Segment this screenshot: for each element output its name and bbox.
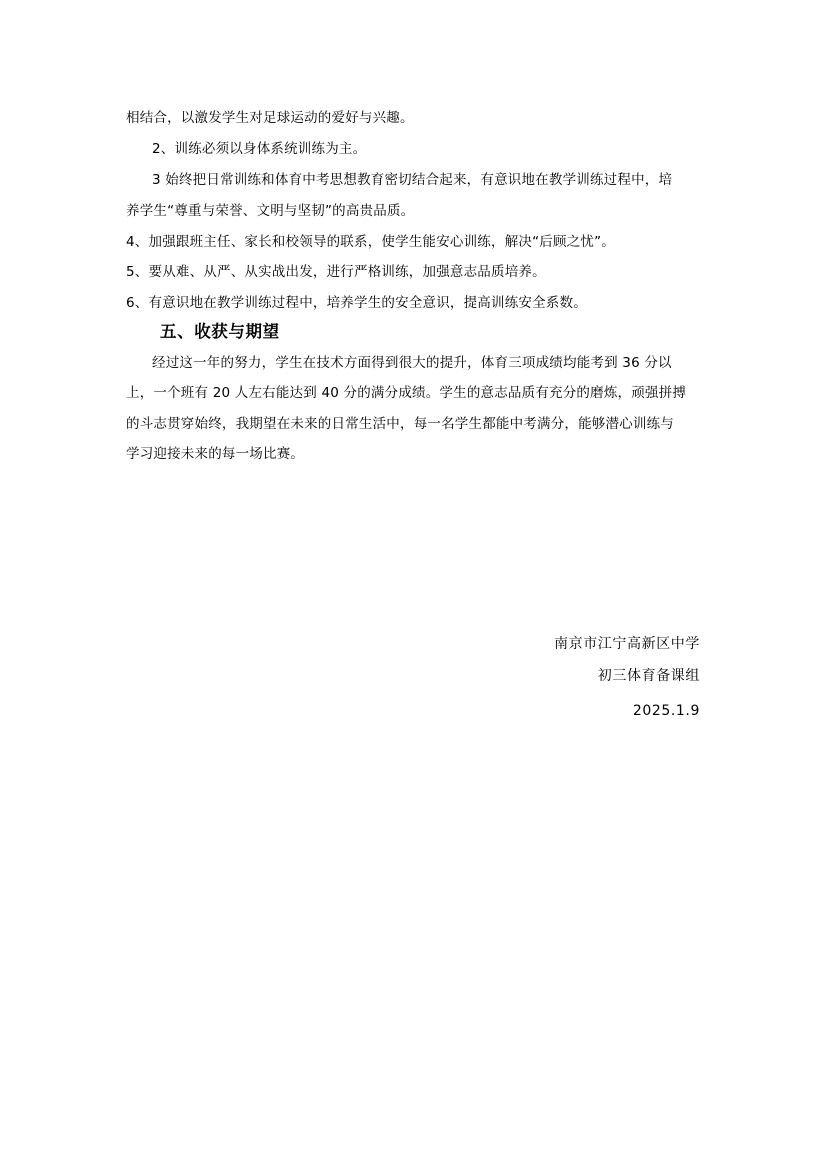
body-line-5: 4、加强跟班主任、家长和校领导的联系，使学生能安心训练，解决“后顾之忧”。	[126, 234, 615, 250]
section-line-4: 学习迎接未来的每一场比赛。	[126, 446, 305, 462]
section-line-3: 的斗志贯穿始终，我期望在未来的日常生活中，每一名学生都能中考满分，能够潜心训练与	[126, 416, 674, 432]
body-line-3: 3 始终把日常训练和体育中考思想教育密切结合起来，有意识地在教学训练过程中，培	[152, 172, 673, 188]
signature-school: 南京市江宁高新区中学	[554, 636, 700, 652]
section-line-2: 上，一个班有 20 人左右能达到 40 分的满分成绩。学生的意志品质有充分的磨炼，顽强拼搏	[126, 385, 687, 401]
section-line-1: 经过这一年的努力，学生在技术方面得到很大的提升，体育三项成绩均能考到 36 分以	[152, 355, 672, 371]
body-line-6: 5、要从难、从严、从实战出发，进行严格训练，加强意志品质培养。	[126, 264, 546, 280]
signature-date: 2025.1.9	[632, 703, 700, 719]
body-line-7: 6、有意识地在教学训练过程中，培养学生的安全意识，提高训练安全系数。	[126, 295, 587, 311]
signature-group: 初三体育备课组	[597, 668, 700, 684]
body-line-4: 养学生“尊重与荣誉、文明与坚韧”的高贵品质。	[126, 203, 415, 219]
section-heading: 五、收获与期望	[160, 322, 280, 341]
body-line-2: 2、训练必须以身体系统训练为主。	[152, 141, 367, 157]
body-line-1: 相结合，以激发学生对足球运动的爱好与兴趣。	[126, 110, 414, 126]
